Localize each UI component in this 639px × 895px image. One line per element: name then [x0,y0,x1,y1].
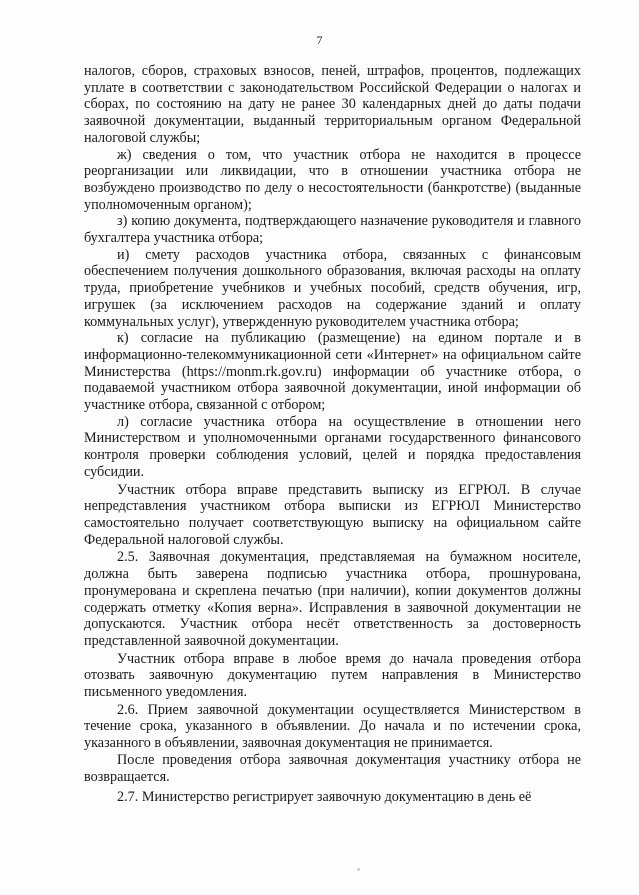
paragraph-item-z: з) копию документа, подтверждающего назначение руководителя и главного бухгалтера участника отбора; [84,213,581,247]
paragraph-tax-certificate-continuation: налогов, сборов, страховых взносов, пеней, штрафов, процентов, подлежащих уплате в соответствии с законодательством Российской Федерации о налогах и сборах, по состоянию на дату не ранее 30 календарных дней до даты подачи заявочной документации, выданный территориальным органом Федеральной налоговой службы; [84,63,581,146]
paragraph-section-2-5: 2.5. Заявочная документация, представляемая на бумажном носителе, должна быть заверена подписью участника отбора, прошнурована, пронумерована и скреплена печатью (при наличии), копии документов должны содержать отметку «Копия верна». Исправления в заявочной документации не допускаются. Участник отбора несёт ответственность за достоверность представленной заявочной документации. [84,549,581,649]
paragraph-item-zh: ж) сведения о том, что участник отбора не находится в процессе реорганизации или ликвидации, что в отношении участника отбора не возбуждено производство по делу о несостоятельности (банкротстве) (выданные уполномоченным органом); [84,146,581,213]
paragraph-item-k: к) согласие на публикацию (размещение) на едином портале и в информационно-телекоммуникационной сети «Интернет» на официальном сайте Министерства (https://monm.rk.gov.ru) информации об участнике отбора, о подаваемой участником отбора заявочной документации, иной информации об участнике отбора, связанной с отбором; [84,330,581,414]
paragraph-not-returned: После проведения отбора заявочная документация участнику отбора не возвращается. [84,751,581,785]
paragraph-section-2-7: 2.7. Министерство регистрирует заявочную документацию в день её [117,789,532,806]
paragraph-item-l: л) согласие участника отбора на осуществление в отношении него Министерством и уполномоченными органами государственного финансового контроля проверки соблюдения условий, целей и порядка предоставления субсидии. [84,413,581,480]
paragraph-egrul-extract: Участник отбора вправе представить выписку из ЕГРЮЛ. В случае непредставления участником отбора выписки из ЕГРЮЛ Министерство самостоятельно получает соответствующую выписку на официальном сайте Федеральной налоговой службы. [84,481,581,548]
document-body [84,63,581,806]
scan-speck [357,868,360,871]
paragraph-withdrawal: Участник отбора вправе в любое время до начала проведения отбора отозвать заявочную документацию путем направления в Министерство письменного уведомления. [84,650,581,701]
page-number: 7 [316,33,323,47]
paragraph-item-i: и) смету расходов участника отбора, связанных с финансовым обеспечением получения дошкольного образования, включая расходы на оплату труда, приобретение учебников и учебных пособий, средств обучения, игр, игрушек (за исключением расходов на содержание зданий и оплату коммунальных услуг), утвержденную руководителем участника отбора; [84,246,581,330]
paragraph-section-2-6: 2.6. Прием заявочной документации осуществляется Министерством в течение срока, указанного в объявлении. До начала и по истечении срока, указанного в объявлении, заявочная документация не принимается. [84,701,581,752]
